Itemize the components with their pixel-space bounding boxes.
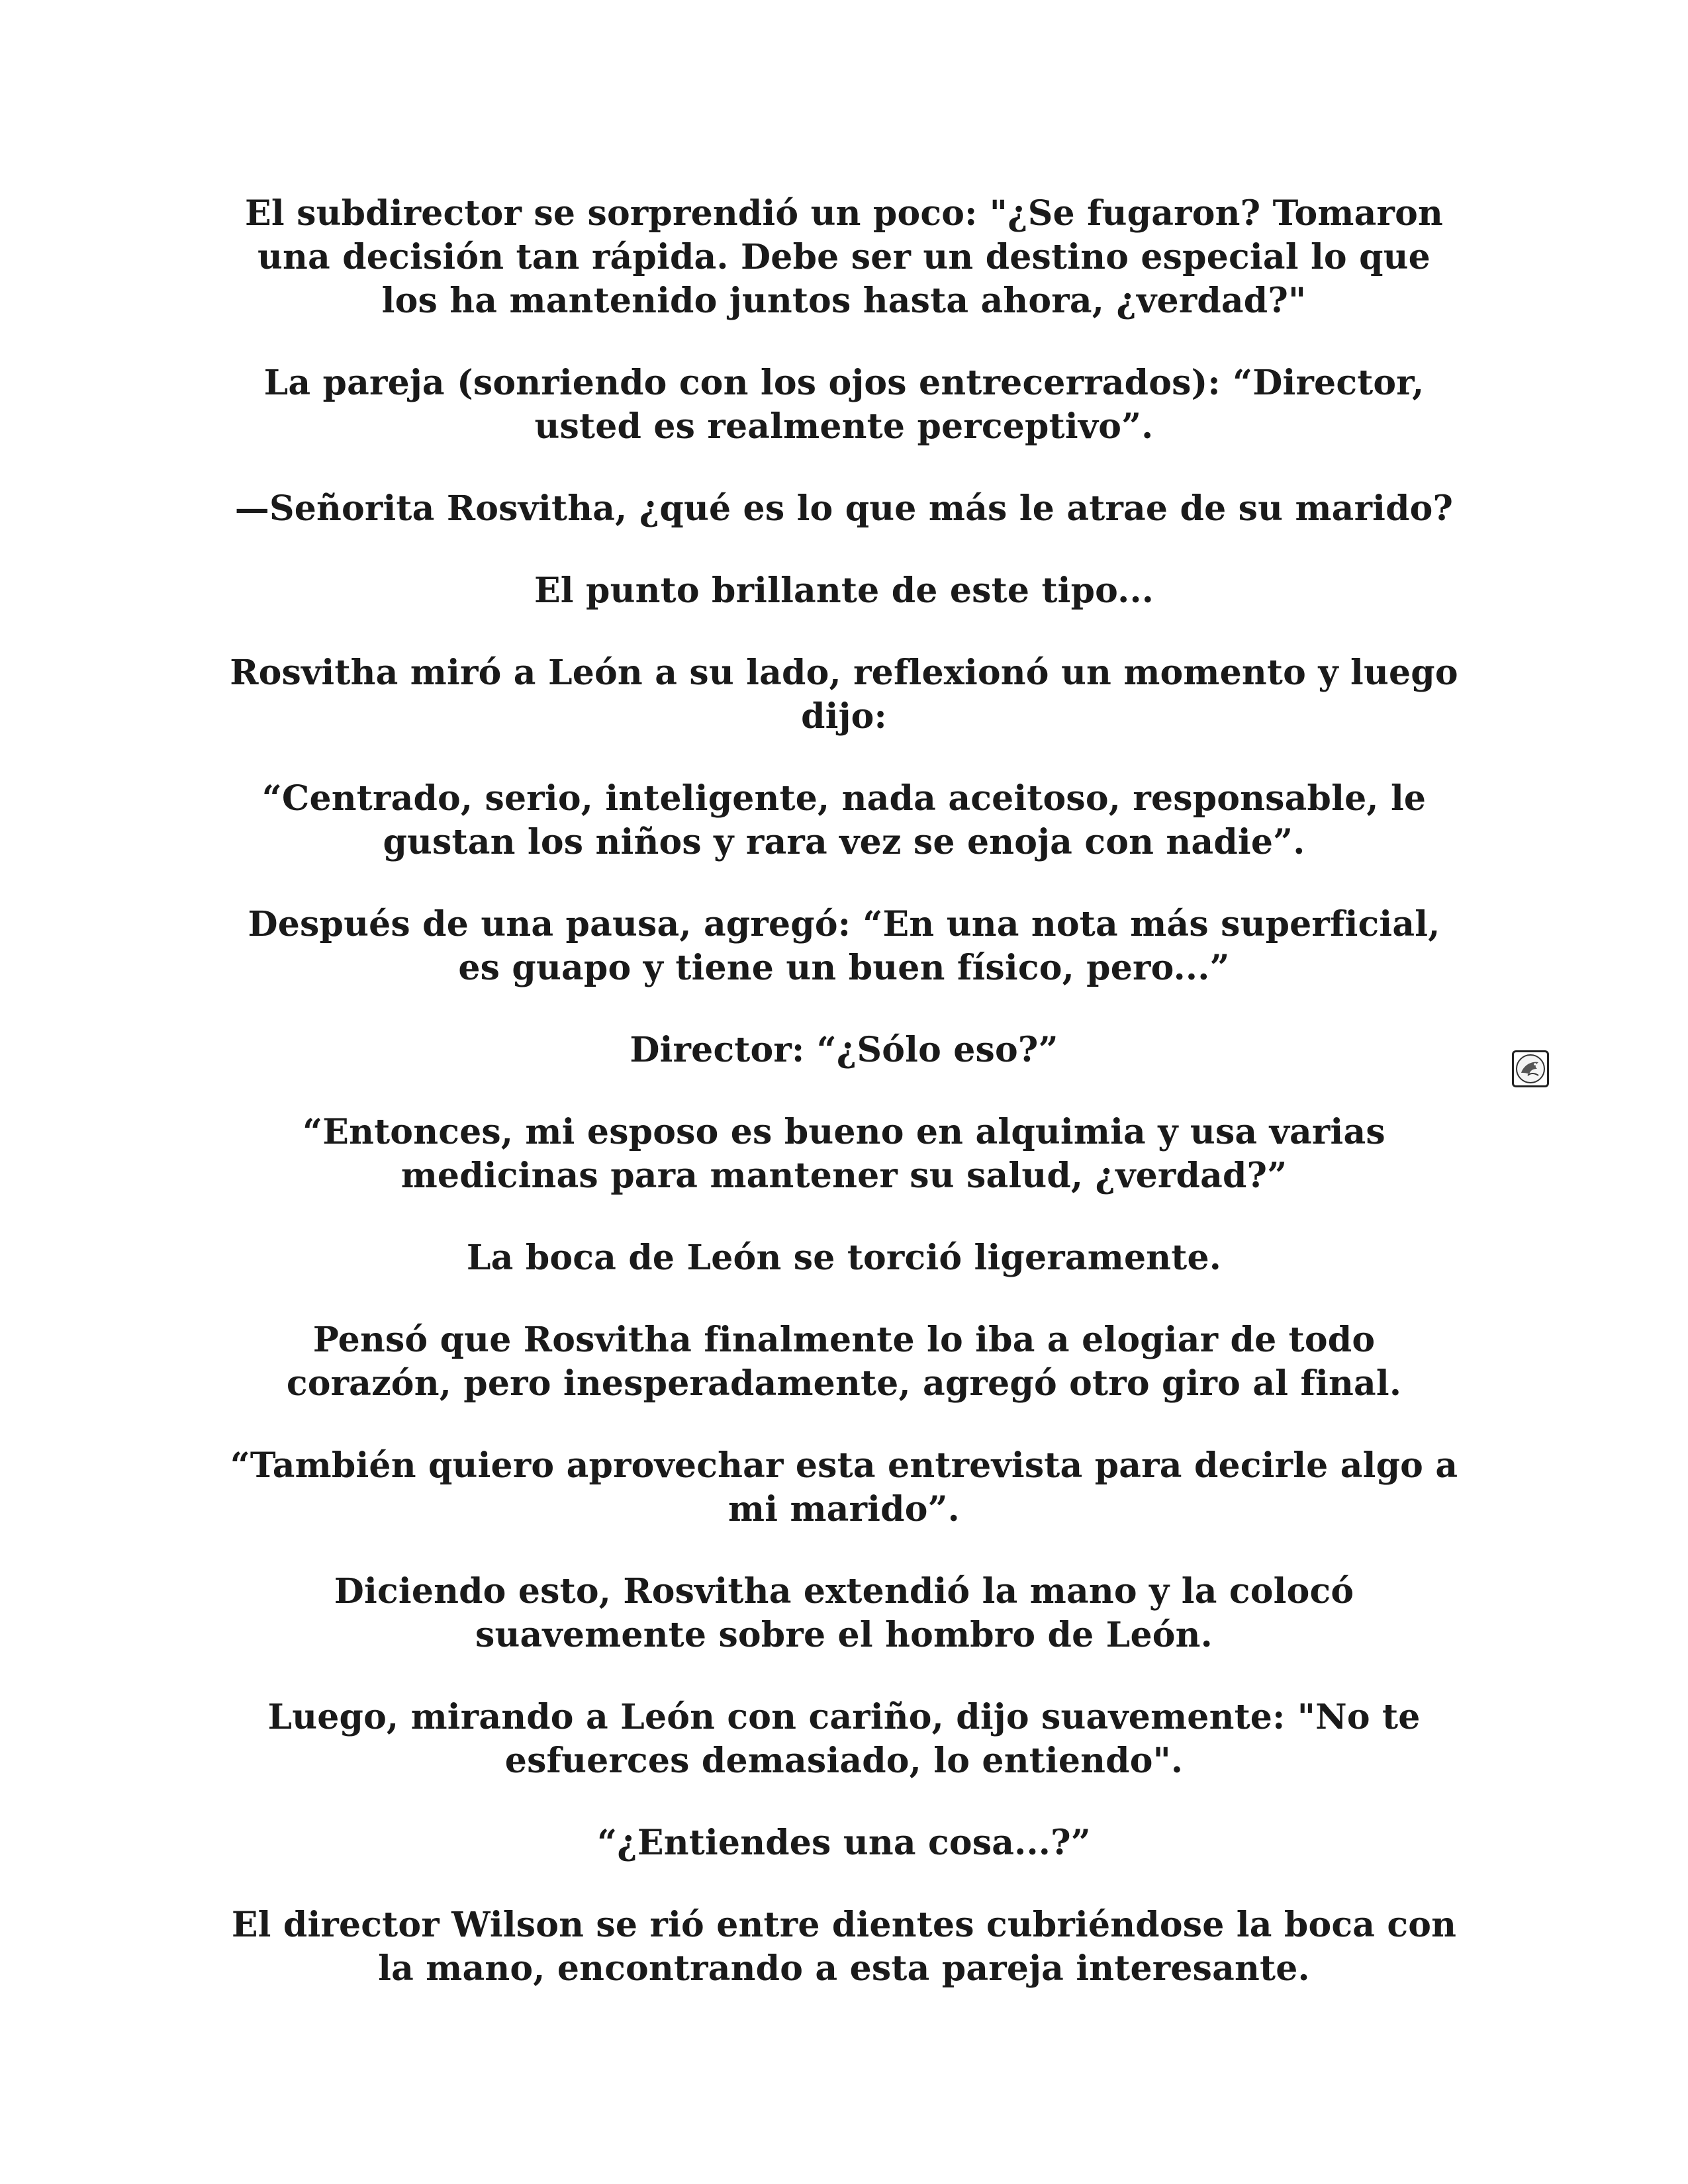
paragraph-13: Diciendo esto, Rosvitha extendió la mano y la colocó suavemente sobre el hombro de León.: [334, 1571, 1354, 1655]
paragraph-6: “Centrado, serio, inteligente, nada aceitoso, responsable, le gustan los niños y rara vez se enoja con nadie”.: [261, 778, 1427, 862]
paragraph-4: El punto brillante de este tipo...: [534, 570, 1154, 611]
paragraph-15: “¿Entiendes una cosa...?”: [597, 1823, 1091, 1863]
dragon-emblem-icon: [1512, 1050, 1549, 1087]
paragraph-7: Después de una pausa, agregó: “En una nota más superficial, es guapo y tiene un buen físico, pero...”: [248, 904, 1440, 988]
paragraph-5: Rosvitha miró a León a su lado, reflexionó un momento y luego dijo:: [230, 653, 1458, 737]
paragraph-8: Director: “¿Sólo eso?”: [630, 1030, 1058, 1070]
paragraph-14: Luego, mirando a León con cariño, dijo suavemente: "No te esfuerces demasiado, lo entiendo".: [267, 1697, 1421, 1781]
paragraph-3: —Señorita Rosvitha, ¿qué es lo que más le atrae de su marido?: [234, 488, 1454, 529]
paragraph-16: El director Wilson se rió entre dientes cubriéndose la boca con la mano, encontrando a esta pareja interesante.: [231, 1905, 1457, 1989]
paragraph-2: La pareja (sonriendo con los ojos entrecerrados): “Director, usted es realmente perceptivo”.: [263, 363, 1425, 447]
paragraph-10: La boca de León se torció ligeramente.: [466, 1238, 1222, 1278]
paragraph-9: “Entonces, mi esposo es bueno en alquimia y usa varias medicinas para mantener su salud, ¿verdad?”: [303, 1112, 1385, 1196]
paragraph-1: El subdirector se sorprendió un poco: "¿Se fugaron? Tomaron una decisión tan rápida. Debe ser un destino especial lo que los ha mantenido juntos hasta ahora, ¿verdad?": [245, 193, 1443, 321]
document-body: [225, 192, 1463, 2029]
dragon-emblem-graphic: [1515, 1053, 1546, 1085]
paragraph-12: “También quiero aprovechar esta entrevista para decirle algo a mi marido”.: [230, 1445, 1458, 1529]
paragraph-11: Pensó que Rosvitha finalmente lo iba a elogiar de todo corazón, pero inesperadamente, agregó otro giro al final.: [286, 1320, 1402, 1404]
